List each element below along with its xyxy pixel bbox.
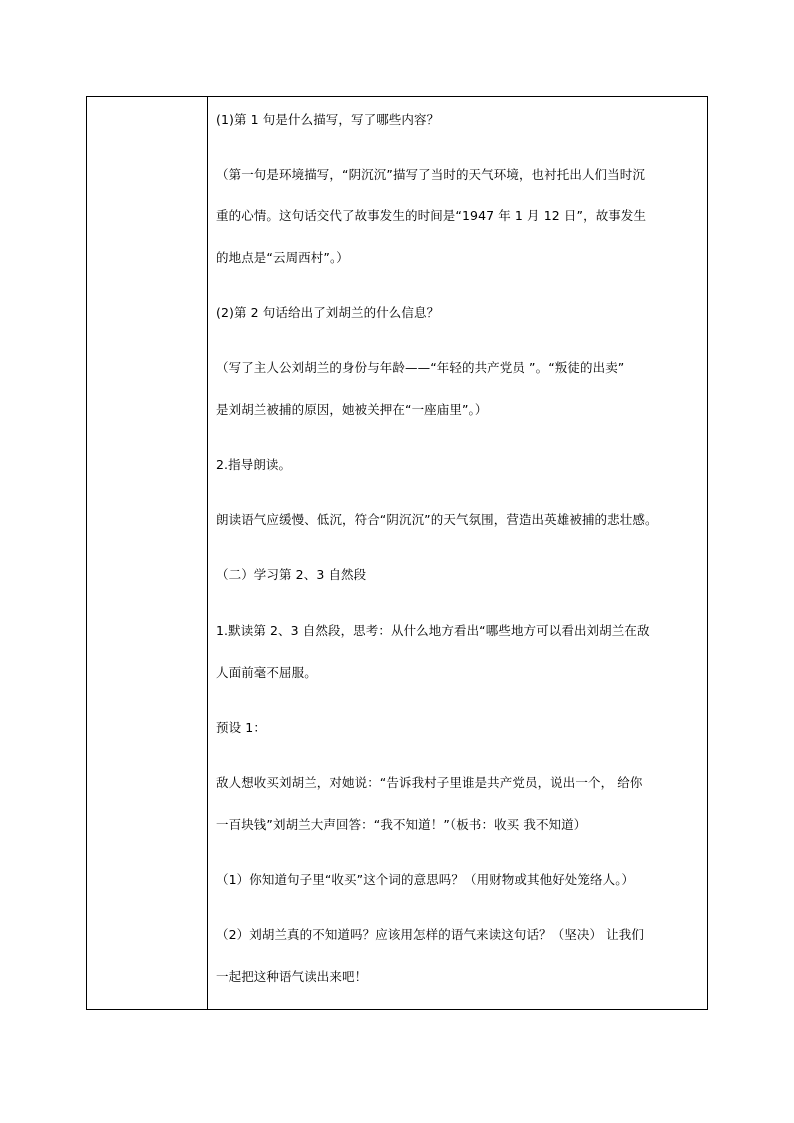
preset-1-text-line-1: 敌人想收买刘胡兰，对她说：“告诉我村子里谁是共产党员，说出一个， 给你 <box>216 775 643 790</box>
lesson-content-cell <box>208 97 707 1009</box>
preset-1-label: 预设 1： <box>216 720 266 735</box>
task-1-line-1: 1.默读第 2、3 自然段，思考：从什么地方看出“哪些地方可以看出刘胡兰在敌 <box>216 623 650 638</box>
preset-1-text-line-2: 一百块钱”刘胡兰大声回答：“我不知道！”（板书：收买 我不知道） <box>216 817 587 832</box>
answer-1-line-1: （第一句是环境描写，“阴沉沉”描写了当时的天气环境，也衬托出人们当时沉 <box>216 167 645 182</box>
question-2: (2)第 2 句话给出了刘胡兰的什么信息？ <box>216 305 440 320</box>
reading-guidance-text: 朗读语气应缓慢、低沉，符合“阴沉沉”的天气氛围，营造出英雄被捕的悲壮感。 <box>216 512 658 527</box>
answer-1-line-3: 的地点是“云周西村”。） <box>216 250 349 265</box>
answer-1-line-2: 重的心情。这句话交代了故事发生的时间是“1947 年 1 月 12 日”，故事发生 <box>216 208 647 223</box>
subquestion-2-line-2: 一起把这种语气读出来吧！ <box>216 969 368 984</box>
reading-guidance-heading: 2.指导朗读。 <box>216 457 292 472</box>
subquestion-1: （1）你知道句子里“收买”这个词的意思吗？（用财物或其他好处笼络人。） <box>216 872 635 887</box>
task-1-line-2: 人面前毫不屈服。 <box>216 665 317 680</box>
subquestion-2-line-1: （2）刘胡兰真的不知道吗？应该用怎样的语气来读这句话？（坚决） 让我们 <box>216 927 644 942</box>
left-column-cell <box>87 97 208 1009</box>
question-1: (1)第 1 句是什么描写，写了哪些内容？ <box>216 112 440 127</box>
lesson-plan-table <box>86 96 708 1010</box>
section-2-heading: （二）学习第 2、3 自然段 <box>216 567 367 582</box>
answer-2-line-2: 是刘胡兰被捕的原因，她被关押在“一座庙里”。） <box>216 402 488 417</box>
answer-2-line-1: （写了主人公刘胡兰的身份与年龄——“年轻的共产党员 ”。“叛徒的出卖” <box>216 360 625 375</box>
